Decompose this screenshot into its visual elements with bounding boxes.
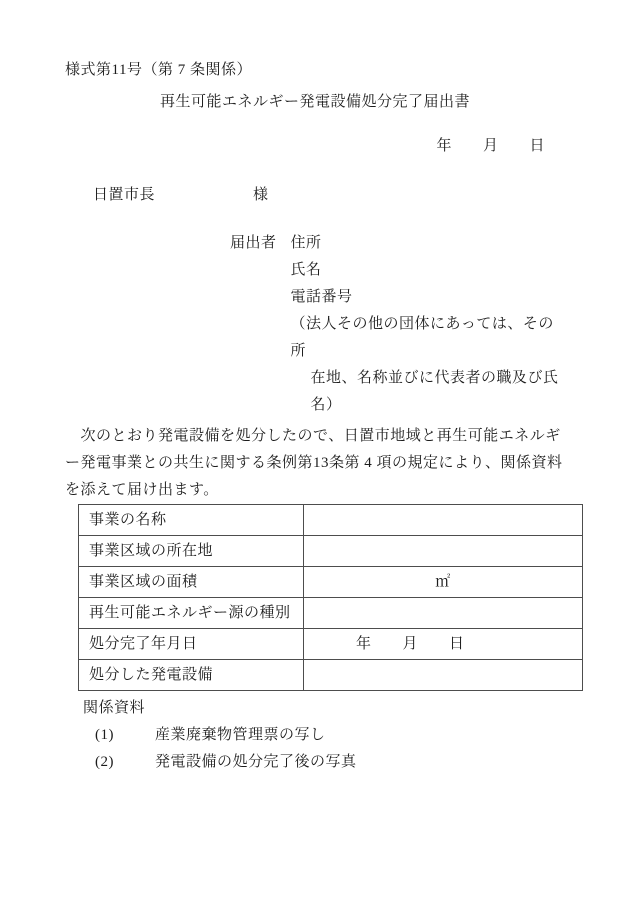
body-paragraph-line2: ー発電事業との共生に関する条例第13条第 4 項の規定により、関係資料: [65, 455, 563, 471]
table-row-project-name: [79, 505, 583, 536]
table-row-disposal-completion-date: [79, 629, 583, 660]
row-value-site-location: [304, 536, 583, 567]
notifier-field-phone: 電話番号: [290, 289, 353, 305]
attachment-item-1-number: (1): [95, 727, 114, 743]
attachment-item-1-text: 産業廃棄物管理票の写し: [155, 727, 326, 743]
row-value-energy-type: [304, 598, 583, 629]
row-value-site-area-unit: ㎡: [304, 567, 583, 598]
notifier-field-address: 住所: [290, 235, 322, 251]
table-row-disposed-equipment: [79, 660, 583, 691]
addressee-honorific: 様: [253, 187, 269, 203]
form-number: 様式第11号（第 7 条関係）: [65, 62, 252, 78]
row-label-disposed-equipment: 処分した発電設備: [79, 660, 304, 691]
table-row-site-area: [79, 567, 583, 598]
row-label-site-location: 事業区域の所在地: [79, 536, 304, 567]
attachment-item-1: [95, 722, 565, 749]
notifier-corporation-note-line2: 在地、名称並びに代表者の職及び氏名）: [310, 370, 559, 413]
attachments-section: [83, 695, 565, 776]
notifier-field-name: 氏名: [290, 262, 322, 278]
row-value-project-name: [304, 505, 583, 536]
notifier-corporation-note-line1: （法人その他の団体にあっては、その所: [290, 316, 554, 359]
row-label-site-area: 事業区域の面積: [79, 567, 304, 598]
addressee-line: [93, 182, 565, 209]
disposal-details-table: [78, 504, 583, 691]
table-row-site-location: [79, 536, 583, 567]
body-paragraph-line1: 次のとおり発電設備を処分したので、日置市地域と再生可能エネルギ: [65, 428, 561, 444]
body-paragraph-line3: を添えて届け出ます。: [65, 482, 219, 498]
row-label-project-name: 事業の名称: [79, 505, 304, 536]
body-paragraph: [65, 423, 565, 504]
notifier-fields: [291, 230, 565, 419]
attachment-item-2-number: (2): [95, 754, 114, 770]
document-title: 再生可能エネルギー発電設備処分完了届出書: [159, 94, 470, 110]
row-label-energy-type: 再生可能エネルギー源の種別: [79, 598, 304, 629]
submission-date-line: 年 月 日: [436, 138, 545, 154]
row-value-disposal-completion-date: 年 月 日: [304, 629, 583, 660]
row-value-disposed-equipment: [304, 660, 583, 691]
notifier-block: [230, 230, 565, 419]
attachments-heading: 関係資料: [83, 700, 146, 716]
notifier-label: 届出者: [230, 235, 277, 251]
attachment-item-2: [95, 749, 565, 776]
table-row-energy-type: [79, 598, 583, 629]
attachment-item-2-text: 発電設備の処分完了後の写真: [155, 754, 357, 770]
row-label-disposal-completion-date: 処分完了年月日: [79, 629, 304, 660]
addressee-name: 日置市長: [93, 187, 156, 203]
